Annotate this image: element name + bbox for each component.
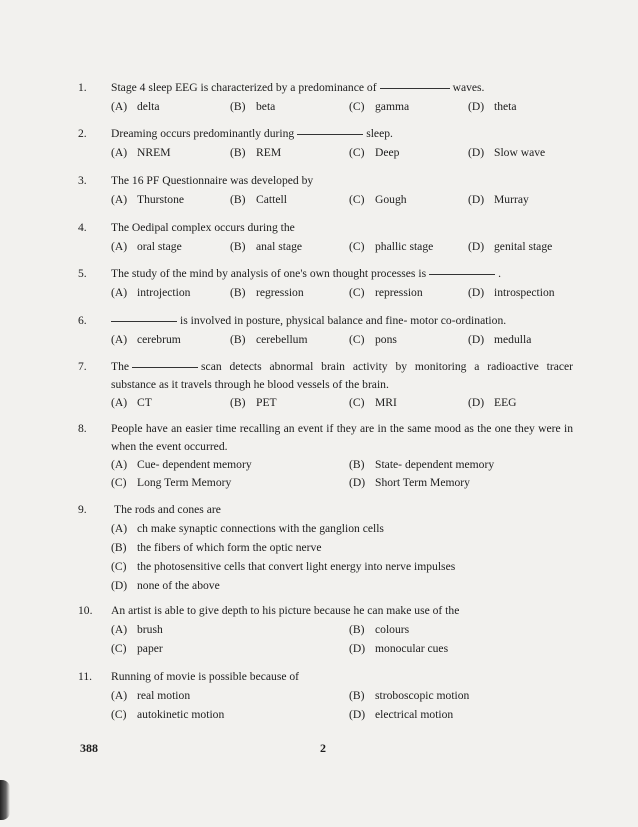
answer-blank — [111, 321, 177, 322]
answer-blank — [132, 367, 198, 368]
option-c: (C) repression — [349, 286, 423, 299]
page-number: 2 — [320, 741, 326, 755]
question-text: Running of movie is possible because of — [111, 670, 300, 683]
question-number: 3. — [78, 174, 87, 187]
option-a: (A) NREM — [111, 146, 171, 159]
question-text: An artist is able to give depth to his picture because he can make use of the — [111, 604, 460, 617]
option-b: (B) State- dependent memory — [349, 458, 495, 471]
option-d: (D) introspection — [468, 286, 555, 299]
option-d: (D) Short Term Memory — [349, 476, 470, 489]
option-c: (C) Deep — [349, 146, 400, 159]
option-d: (D) Murray — [468, 193, 529, 206]
option-a: (A) introjection — [111, 286, 191, 299]
option-c: (C) Long Term Memory — [111, 476, 232, 489]
answer-blank — [380, 88, 450, 89]
options-grid — [0, 687, 638, 725]
options-grid — [0, 621, 638, 659]
question-text: The Oedipal complex occurs during the — [111, 221, 295, 234]
option-a: (A) real motion — [111, 689, 191, 702]
question-number: 9. — [78, 503, 87, 516]
option-a: (A) CT — [111, 396, 152, 409]
answer-blank — [297, 134, 363, 135]
option-c: (C) gamma — [349, 100, 410, 113]
paper-code: 388 — [80, 741, 98, 755]
option-b: (B) REM — [230, 146, 282, 159]
question-number: 8. — [78, 422, 87, 435]
option-b: (B) regression — [230, 286, 304, 299]
option-c: (C) the photosensitive cells that convert light energy into nerve impulses — [111, 560, 456, 573]
option-c: (C) paper — [111, 642, 163, 655]
question-text: The scan detects abnormal brain activity by monitoring a radioactive tracer substance as it travels through he blood vessels of the brain. — [111, 360, 573, 391]
options-list — [0, 520, 638, 596]
option-d: (D) monocular cues — [349, 642, 449, 655]
option-d: (D) none of the above — [111, 579, 220, 592]
option-d: (D) theta — [468, 100, 517, 113]
option-b: (B) stroboscopic motion — [349, 689, 470, 702]
question-number: 5. — [78, 267, 87, 280]
question-number: 6. — [78, 314, 87, 327]
answer-blank — [429, 274, 495, 275]
option-a: (A) delta — [111, 100, 160, 113]
option-b: (B) cerebellum — [230, 333, 308, 346]
options-grid — [0, 456, 638, 492]
question-text: Dreaming occurs predominantly during sleep. — [111, 127, 393, 140]
option-a: (A) Cue- dependent memory — [111, 458, 252, 471]
option-b: (B) colours — [349, 623, 410, 636]
option-c: (C) MRI — [349, 396, 397, 409]
option-a: (A) cerebrum — [111, 333, 181, 346]
option-c: (C) autokinetic motion — [111, 708, 225, 721]
option-c: (C) Gough — [349, 193, 407, 206]
option-b: (B) Cattell — [230, 193, 287, 206]
question-number: 11. — [78, 670, 93, 683]
option-b: (B) PET — [230, 396, 277, 409]
question-text: The 16 PF Questionnaire was developed by — [111, 174, 314, 187]
option-a: (A) ch make synaptic connections with the ganglion cells — [111, 522, 384, 535]
option-a: (A) oral stage — [111, 240, 182, 253]
option-c: (C) pons — [349, 333, 397, 346]
option-d: (D) electrical motion — [349, 708, 454, 721]
option-a: (A) brush — [111, 623, 163, 636]
question-number: 4. — [78, 221, 87, 234]
scan-edge-mark — [0, 780, 10, 820]
option-b: (B) the fibers of which form the optic nerve — [111, 541, 322, 554]
option-d: (D) EEG — [468, 396, 517, 409]
option-b: (B) anal stage — [230, 240, 303, 253]
option-a: (A) Thurstone — [111, 193, 185, 206]
question-text: The rods and cones are — [114, 503, 221, 516]
question-text: is involved in posture, physical balance and fine- motor co-ordination. — [111, 312, 581, 330]
option-d: (D) medulla — [468, 333, 532, 346]
question-text: Stage 4 sleep EEG is characterized by a predominance of waves. — [111, 81, 485, 94]
question-text: The study of the mind by analysis of one's own thought processes is . — [111, 267, 501, 280]
question-number: 10. — [78, 604, 93, 617]
option-d: (D) genital stage — [468, 240, 553, 253]
question-text: People have an easier time recalling an event if they are in the same mood as the one they were in when the event occurred. — [111, 422, 573, 453]
option-c: (C) phallic stage — [349, 240, 434, 253]
question-number: 1. — [78, 81, 87, 94]
question-number: 7. — [78, 360, 87, 373]
question-number: 2. — [78, 127, 87, 140]
option-b: (B) beta — [230, 100, 276, 113]
option-d: (D) Slow wave — [468, 146, 546, 159]
